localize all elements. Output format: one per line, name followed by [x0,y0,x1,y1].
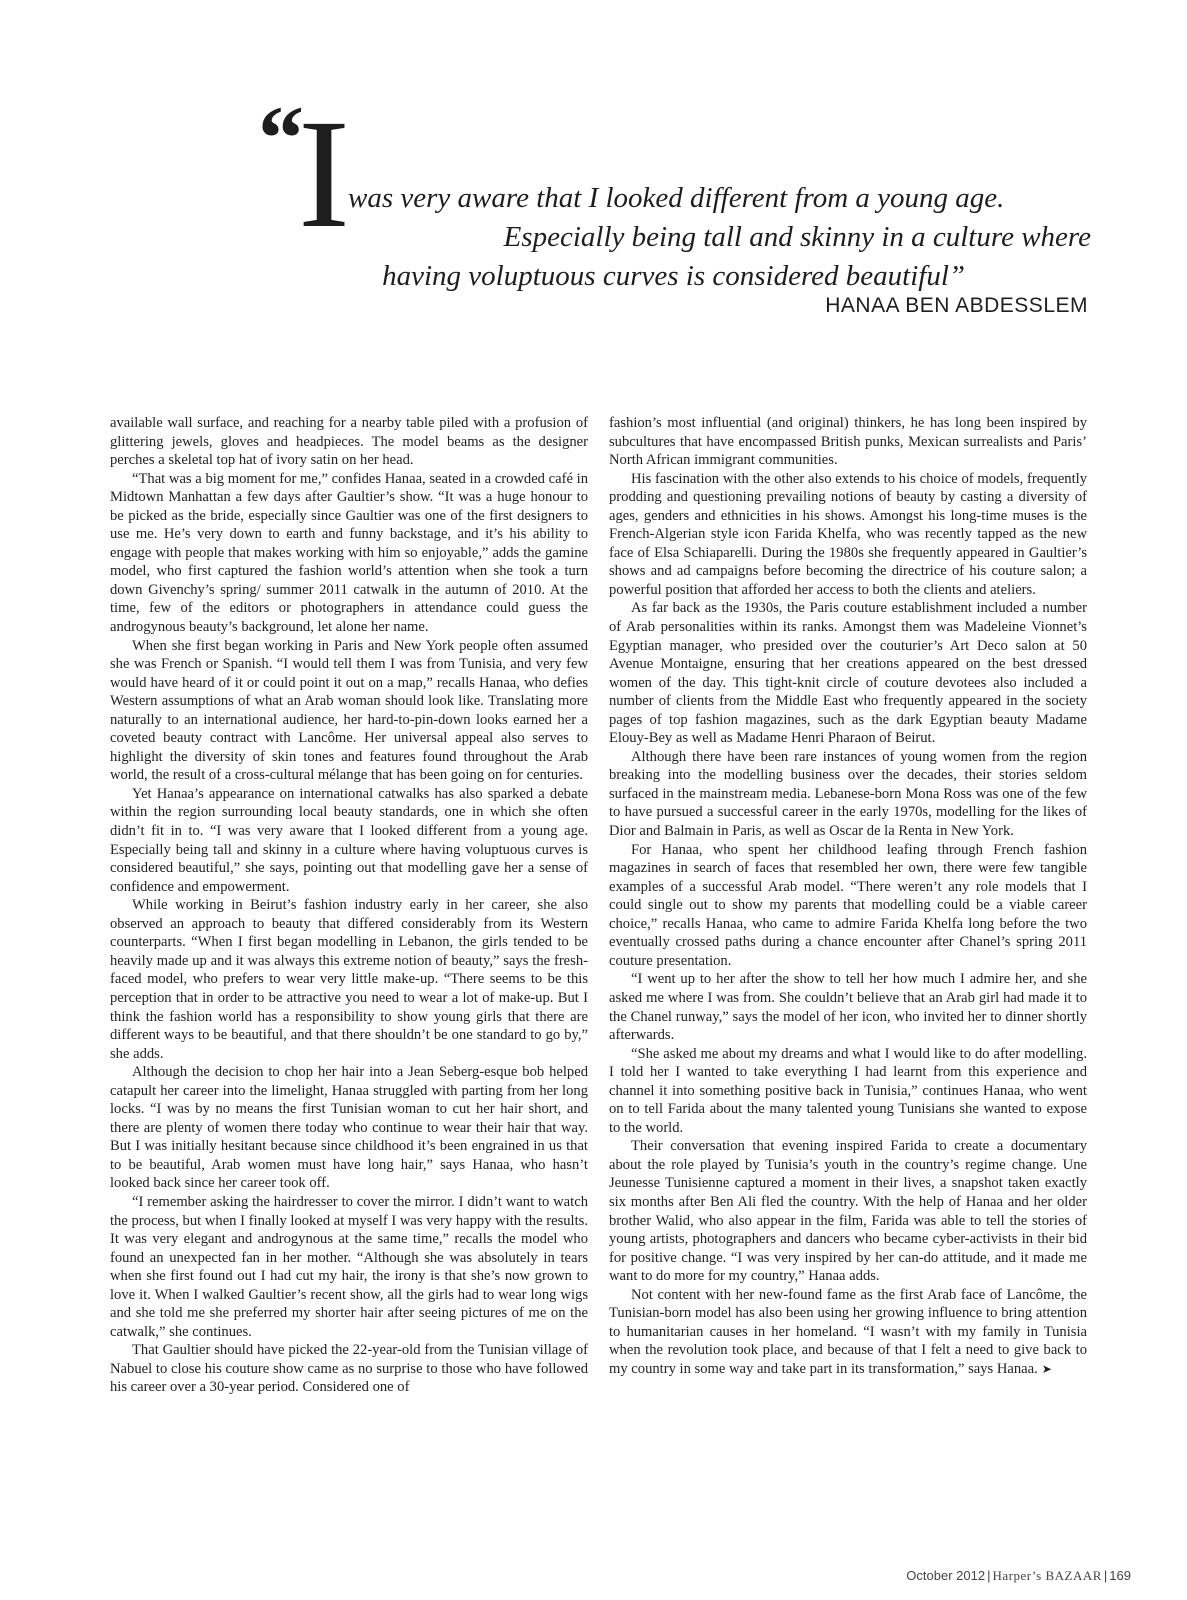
pull-quote [0,0,1187,340]
paragraph: Yet Hanaa’s appearance on international catwalks has also sparked a debate within the region surrounding local beauty standards, one in which she often didn’t fit in to. “I was very aware that I looked different from a young age. Especially being tall and skinny in a culture where having voluptuous curves is considered beautiful,” she says, pointing out that modelling gave her a sense of confidence and empowerment. [110,785,588,895]
page-footer [906,1568,1131,1584]
paragraph: Although the decision to chop her hair into a Jean Seberg-esque bob helped catapult her career into the limelight, Hanaa struggled with parting from her long locks. “I was by no means the first Tunisian woman to cut her hair short, and there are plenty of women there today who continue to wear their hair that way. But I was initially hesitant because since childhood it’s been engrained in us that to be beautiful, Arab women must have long hair,” says Hanaa, who hasn’t looked back since her career took off. [110,1064,588,1192]
open-quote-mark: “ [258,87,300,189]
quote-attribution: HANAA BEN ABDESSLEM [825,294,1088,317]
quote-line-3: having voluptuous curves is considered beautiful” [382,260,965,292]
paragraph: For Hanaa, who spent her childhood leafing through French fashion magazines in search of faces that resembled her own, there were few tangible examples of a successful Arab model. “There weren’t any role models that I could single out to show my parents that modelling could be a viable career choice,” recalls Hanaa, who came to admire Farida Khelfa long before the two eventually crossed paths during a chance encounter after Chanel’s spring 2011 couture presentation. [609,841,1087,969]
article-column-right [609,414,1087,1378]
quote-line-1: was very aware that I looked different from a young age. [348,182,1005,214]
paragraph: While working in Beirut’s fashion industry early in her career, she also observed an approach to beauty that differed considerably from its Western counterparts. “When I first began modelling in Lebanon, the girls tended to be heavily made up and it was always this extreme notion of beauty,” says the fresh-faced model, who prefers to wear very little make-up. “There seems to be this perception that in order to be attractive you need to wear a lot of make-up. But I think the fashion world has a responsibility to show young girls that there are different ways to be beautiful, and that there shouldn’t be one standard to go by,” she adds. [110,897,588,1062]
footer-separator: | [987,1568,991,1583]
paragraph: Their conversation that evening inspired Farida to create a documentary about the role played by Tunisia’s youth in the country’s regime change. Une Jeunesse Tunisienne captured a moment in their lives, a snapshot taken exactly six months after Ben Ali fled the country. With the help of Hanaa and her older brother Walid, who also appear in the film, Farida was able to tell the stories of young artists, photographers and dancers who became cyber-activists in their bid for positive change. “I was very inspired by her can-do attitude, and it made me want to do more for my country,” Hanaa adds. [609,1138,1087,1285]
paragraph: That Gaultier should have picked the 22-year-old from the Tunisian village of Nabuel to close his couture show came as no surprise to those who have followed his career over a 30-year period. Considered one of [110,1342,588,1396]
quote-line-2: Especially being tall and skinny in a culture where [503,221,1091,253]
paragraph: “I went up to her after the show to tell her how much I admire her, and she asked me where I was from. She couldn’t believe that an Arab girl had made it to the Chanel runway,” says the model of her icon, who invited her to dinner shortly afterwards. [609,971,1087,1044]
footer-date: October 2012 [906,1568,986,1583]
paragraph: As far back as the 1930s, the Paris couture establishment included a number of Arab personalities within its ranks. Amongst them was Madeleine Vionnet’s Egyptian manager, who presided over the couturier’s Art Deco salon at 50 Avenue Montaigne, ensuring that her creations appeared on the best dressed women of the day. This tight-knit circle of couture devotees also included a number of clients from the Middle East who frequently appeared in the society pages of top fashion magazines, such as the dark Egyptian beauty Madame Elouy-Bey as well as Madame Henri Pharaon of Beirut. [609,600,1087,747]
paragraph: available wall surface, and reaching for a nearby table piled with a profusion of glittering jewels, gloves and headpieces. The model beams as the designer perches a skeletal top hat of ivory satin on her head. [110,415,588,469]
paragraph-last [609,1286,1087,1379]
footer-separator-2: | [1103,1568,1108,1583]
end-arrow-icon: ➤ [1041,1361,1052,1376]
paragraph: “She asked me about my dreams and what I would like to do after modelling. I told her I wanted to take everything I had learnt from this experience and channel it into something positive back in Tunisia,” continues Hanaa, who went on to tell Farida about the many talented young Tunisians she wanted to expose to the world. [609,1045,1087,1136]
footer-magazine-a: Harper’s [992,1568,1042,1583]
paragraph: “I remember asking the hairdresser to cover the mirror. I didn’t want to watch the process, but when I finally looked at myself I was very happy with the results. It was very elegant and androgynous at the same time,” recalls the model who found an unexpected fan in her mother. “Although she was absolutely in tears when she first found out I had cut my hair, the irony is that she’s now grown to love it. When I walked Gaultier’s recent show, all the girls had to wear long wigs and she told me she preferred my shorter hair after seeing pictures of me on the catwalk,” she continues. [110,1193,588,1340]
paragraph: “That was a big moment for me,” confides Hanaa, seated in a crowded café in Midtown Manhattan a few days after Gaultier’s show. “It was a huge honour to be picked as the bride, especially since Gaultier was one of the first designers to use me. He’s very down to earth and funny backstage, and it’s his ability to engage with people that makes working with him so enjoyable,” adds the gamine model, who first captured the fashion world’s attention when she took a turn down Givenchy’s spring/ summer 2011 catwalk in the autumn of 2010. At the time, few of the editors or photographers in attendance could guess the androgynous beauty’s background, let alone her name. [110,470,588,636]
quote-dropcap: I [298,87,350,260]
paragraph: fashion’s most influential (and original) thinkers, he has long been inspired by subcultures that have encompassed British punks, Mexican surrealists and Paris’ North African immigrant communities. [609,415,1087,469]
footer-page-number: 169 [1109,1568,1131,1583]
paragraph-last-text: Not content with her new-found fame as the first Arab face of Lancôme, the Tunisian-born model has also been using her growing influence to bring attention to humanitarian causes in her homeland. “I wasn’t with my family in Tunisia when the revolution took place, and because of that I felt a need to give back to my country in some way and take part in its transformation,” says Hanaa. [609,1286,1087,1377]
footer-magazine-name [992,1568,1101,1583]
paragraph: Although there have been rare instances of young women from the region breaking into the modelling business over the decades, their stories seldom surfaced in the mainstream media. Lebanese-born Mona Ross was one of the few to have pursued a successful career in the early 1970s, modelling for the likes of Dior and Balmain in Paris, as well as Oscar de la Renta in New York. [609,748,1087,840]
paragraph: His fascination with the other also extends to his choice of models, frequently prodding and questioning prevailing notions of beauty by casting a diversity of ages, genders and ethnicities in his shows. Amongst his long-time muses is the French-Algerian style icon Farida Khelfa, who was recently tapped as the new face of Elsa Schiaparelli. During the 1980s she frequently appeared in Gaultier’s shows and ad campaigns before becoming the directrice of his couture salon; a powerful position that afforded her access to both the clients and ateliers. [609,470,1087,598]
paragraph: When she first began working in Paris and New York people often assumed she was French or Spanish. “I would tell them I was from Tunisia, and very few would have heard of it or could point it out on a map,” recalls Hanaa, who defies Western assumptions of what an Arab woman should look like. Translating more naturally to an international audience, her hard-to-pin-down looks earned her a coveted beauty contract with Lancôme. Her universal appeal also serves to highlight the diversity of skin tones and features found throughout the Arab world, the result of a cross-cultural mélange that has been going on for centuries. [110,637,588,784]
article-column-left [110,414,588,1397]
footer-magazine-b: BAZAAR [1045,1568,1102,1583]
